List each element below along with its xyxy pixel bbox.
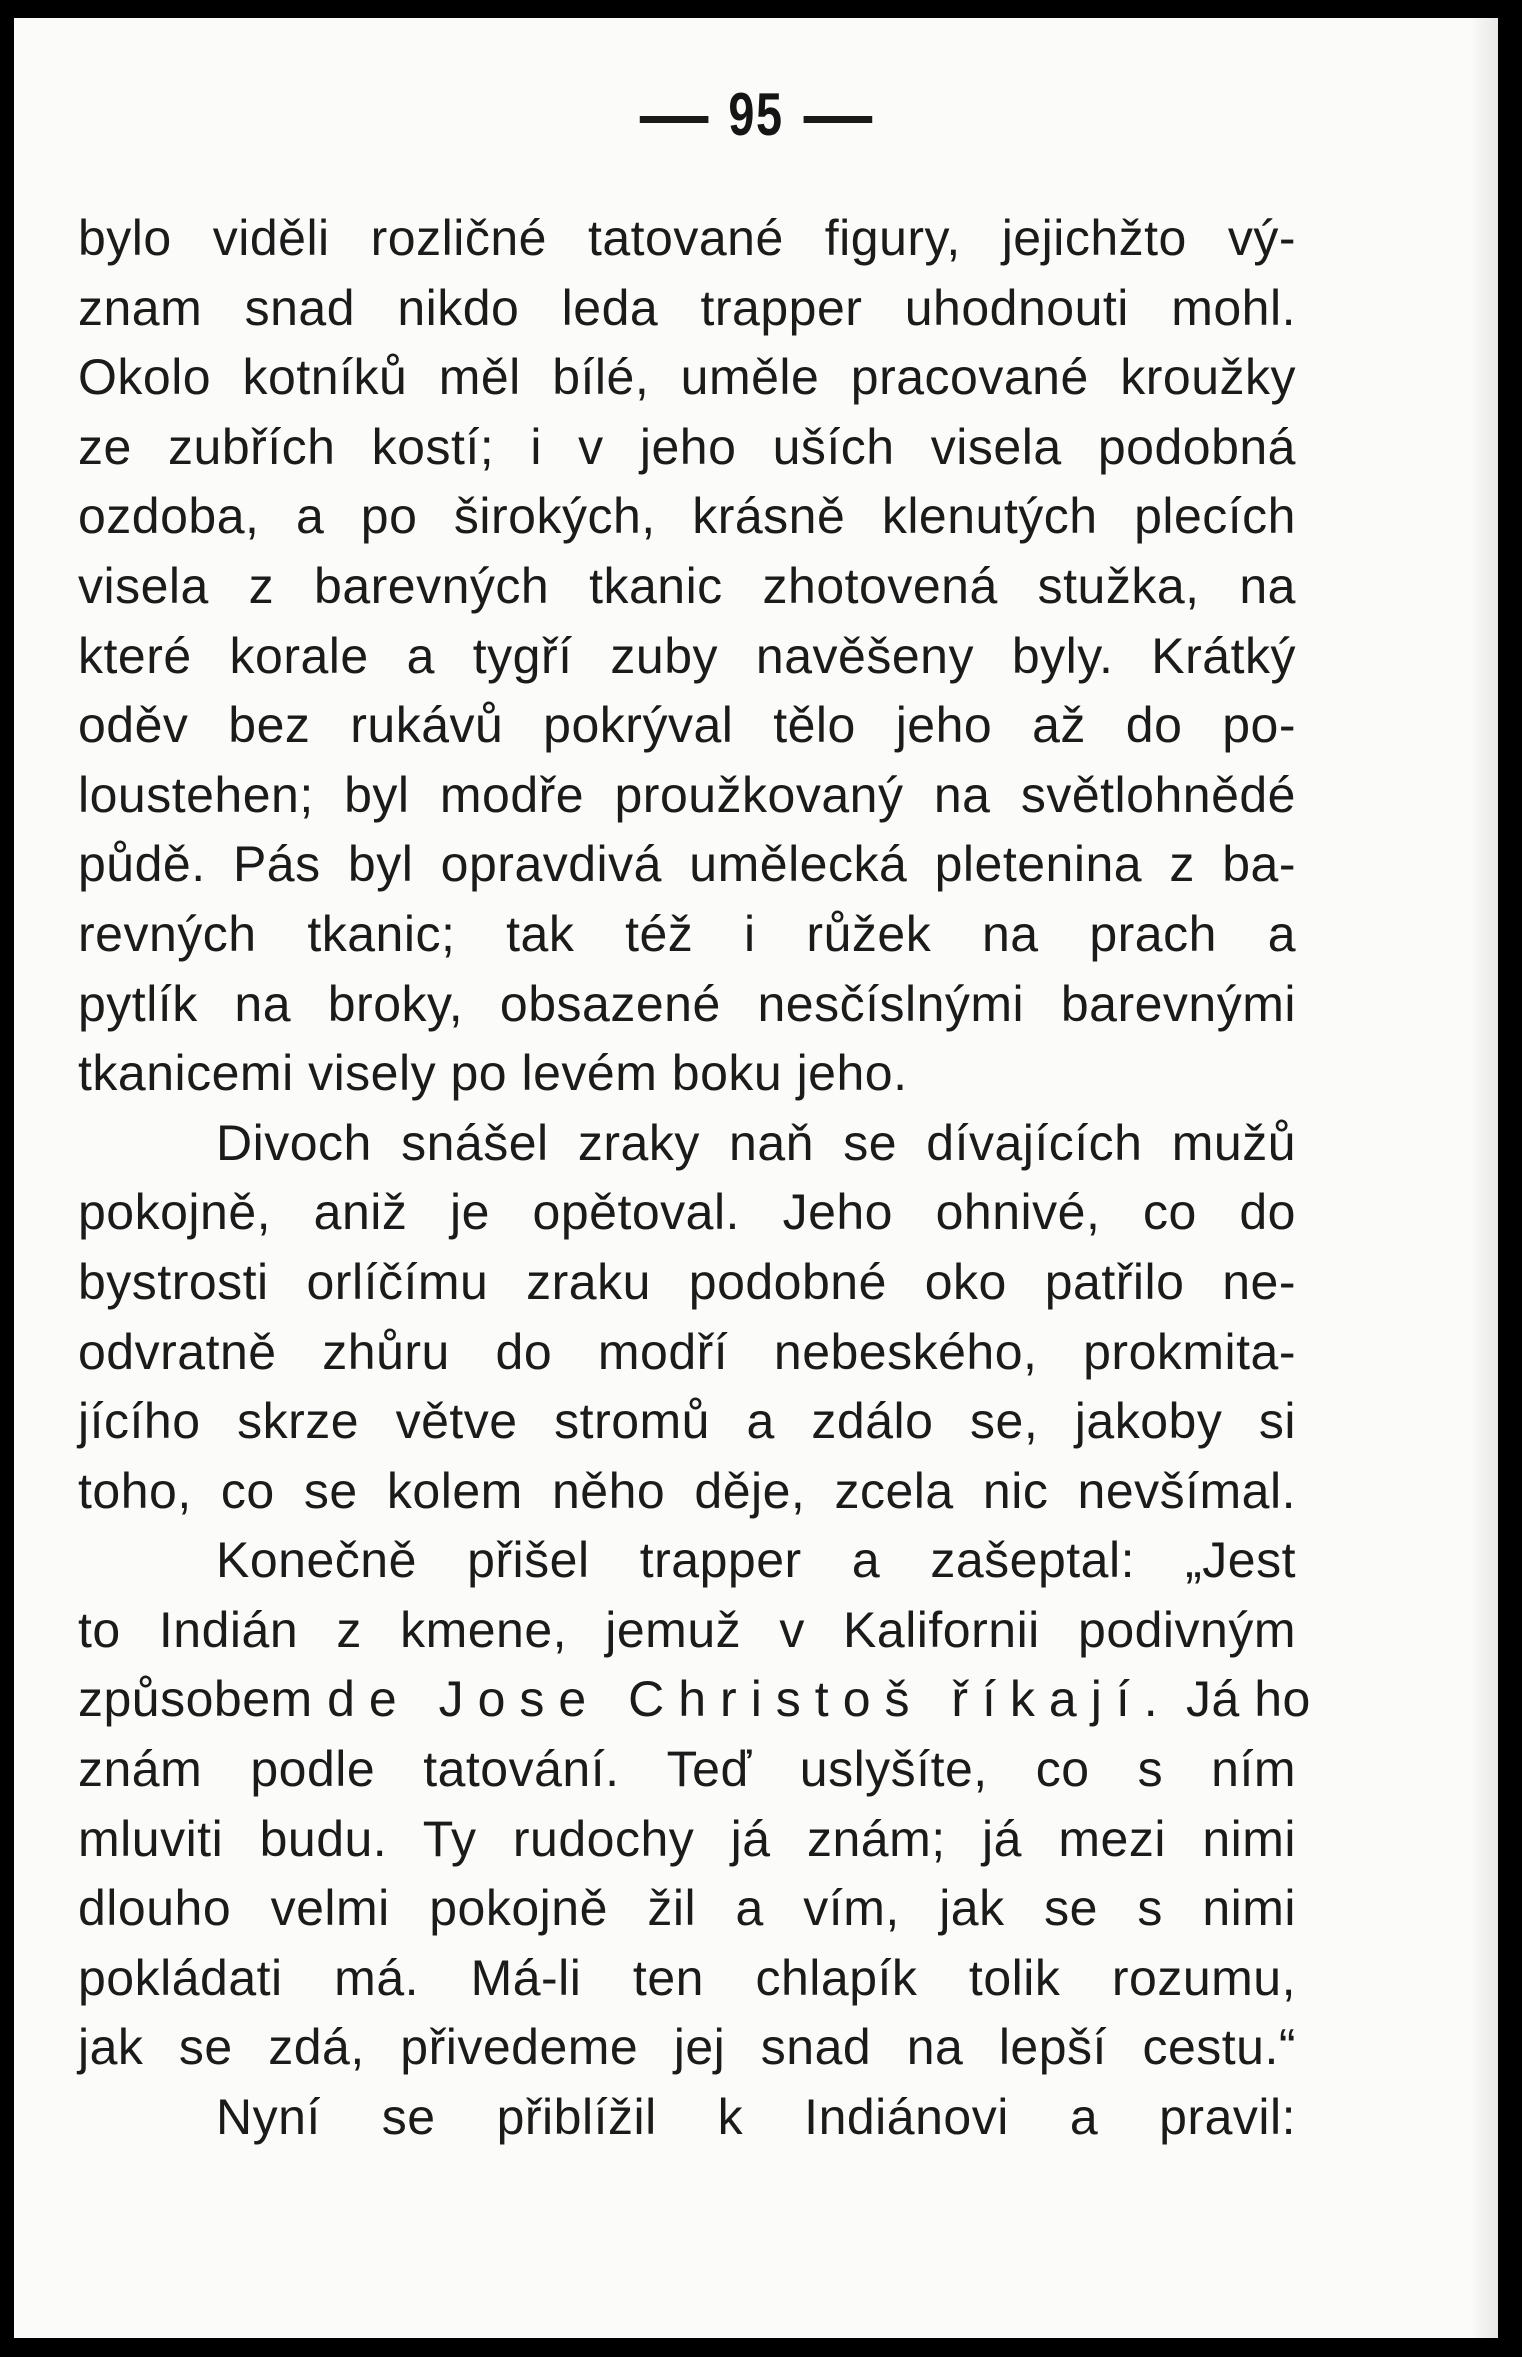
- text-segment: způsobem: [78, 1671, 313, 1728]
- spaced-name-text: de Jose Christoš říkají.: [327, 1671, 1172, 1728]
- header-dash-right: [804, 116, 873, 123]
- text-line: jak se zdá, přivedeme jej snad na lepší cestu.“: [78, 2019, 1296, 2076]
- text-line: oděv bez rukávů pokrýval tělo jeho až do po-: [78, 697, 1296, 754]
- text-line: znám podle tatování. Teď uslyšíte, co s ním: [78, 1741, 1296, 1798]
- text-line: znam snad nikdo leda trapper uhodnouti mohl.: [78, 279, 1296, 336]
- text-line-spaced: [78, 1665, 1311, 1735]
- text-line: pokojně, aniž je opětoval. Jeho ohnivé, co do: [78, 1184, 1296, 1241]
- text-line: ze zubřích kostí; i v jeho uších visela podobná: [78, 418, 1296, 475]
- text-segment: Já ho: [1186, 1671, 1311, 1728]
- text-line: Okolo kotníků měl bílé, uměle pracované kroužky: [78, 349, 1296, 406]
- text-line: které korale a tygří zuby navěšeny byly. Krátký: [78, 627, 1296, 684]
- body-text: [78, 204, 1311, 2153]
- text-line: toho, co se kolem něho děje, zcela nic nevšímal.: [78, 1462, 1296, 1519]
- page-number: 95: [728, 81, 784, 148]
- text-line: Nyní se přiblížil k Indiánovi a pravil:: [216, 2089, 1296, 2146]
- text-line: pytlík na broky, obsazené nesčíslnými barevnými: [78, 975, 1296, 1032]
- header-dash-left: [639, 116, 708, 123]
- text-line: ozdoba, a po širokých, krásně klenutých plecích: [78, 488, 1296, 545]
- text-line: Konečně přišel trapper a zašeptal: „Jest: [216, 1532, 1296, 1589]
- page-header: [177, 80, 1335, 149]
- text-line: bylo viděli rozličné tatované figury, jejichžto vý-: [78, 210, 1296, 266]
- text-line: dlouho velmi pokojně žil a vím, jak se s nimi: [78, 1880, 1296, 1937]
- text-line: Divoch snášel zraky naň se dívajících mužů: [216, 1114, 1296, 1171]
- text-line: loustehen; byl modře proužkovaný na světlohnědé: [78, 766, 1296, 823]
- text-line: revných tkanic; tak též i růžek na prach a: [78, 905, 1296, 962]
- text-line: mluviti budu. Ty rudochy já znám; já mezi nimi: [78, 1810, 1296, 1867]
- text-line: tkanicemi visely po levém boku jeho.: [78, 1045, 908, 1102]
- text-line: visela z barevných tkanic zhotovená stužka, na: [78, 557, 1296, 614]
- text-line: půdě. Pás byl opravdivá umělecká pletenina z ba-: [78, 836, 1296, 893]
- text-line: pokládati má. Má-li ten chlapík tolik rozumu,: [78, 1949, 1296, 2006]
- text-line: bystrosti orlíčímu zraku podobné oko patřilo ne-: [78, 1253, 1296, 1310]
- book-page: [14, 18, 1498, 2338]
- text-line: jícího skrze větve stromů a zdálo se, jakoby si: [78, 1393, 1296, 1450]
- text-line: to Indián z kmene, jemuž v Kalifornii podivným: [78, 1601, 1296, 1658]
- text-line: odvratně zhůru do modří nebeského, prokmita-: [78, 1323, 1296, 1380]
